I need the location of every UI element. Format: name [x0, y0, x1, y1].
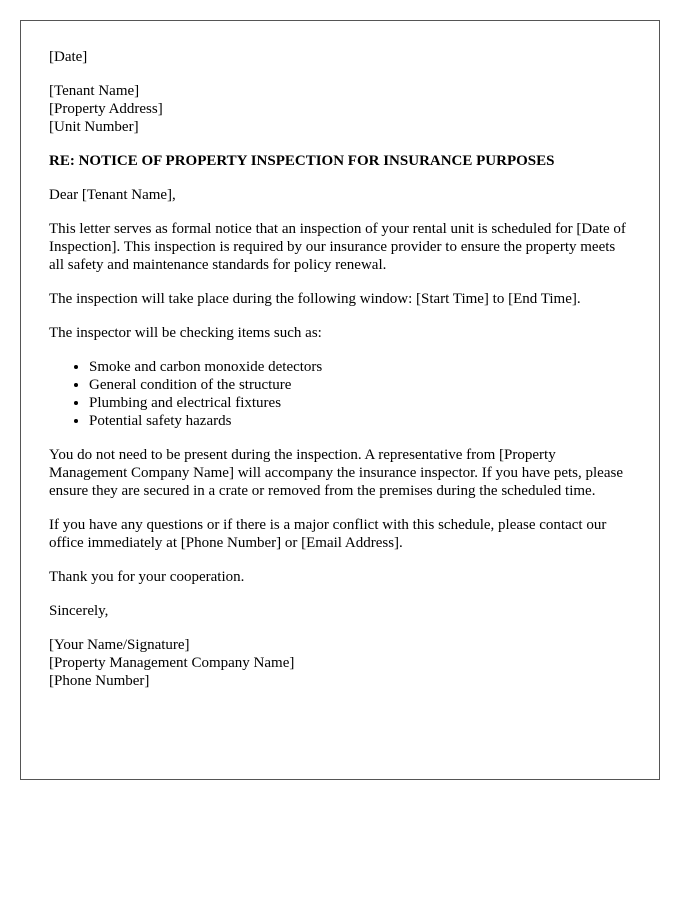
signature-name: [Your Name/Signature] [49, 637, 190, 653]
paragraph-thanks: Thank you for your cooperation. [49, 569, 245, 585]
letter-page [20, 20, 660, 780]
subject-line: RE: NOTICE OF PROPERTY INSPECTION FOR INSURANCE PURPOSES [49, 153, 555, 169]
paragraph-window: The inspection will take place during the following window: [Start Time] to [End Time]. [49, 291, 581, 307]
list-item: • Potential safety hazards [89, 412, 631, 430]
recipient-address: [Property Address] [49, 101, 163, 117]
paragraph-checklist-intro: The inspector will be checking items such as: [49, 325, 322, 341]
recipient-name: [Tenant Name] [49, 83, 140, 99]
salutation: Dear [Tenant Name], [49, 187, 176, 203]
list-item: • General condition of the structure [89, 376, 631, 394]
closing: Sincerely, [49, 603, 109, 619]
date-block [49, 48, 631, 66]
list-item: • Plumbing and electrical fixtures [89, 394, 631, 412]
list-item: • Smoke and carbon monoxide detectors [89, 358, 631, 376]
paragraph-notice: This letter serves as formal notice that an inspection of your rental unit is scheduled for [Date of Inspection]. This inspection is required by our insurance provider to ensure the property meets all safety and maintenance standards for policy renewal. [49, 221, 626, 273]
recipient-unit: [Unit Number] [49, 119, 139, 135]
signature-company: [Property Management Company Name] [49, 655, 295, 671]
signature-phone: [Phone Number] [49, 673, 150, 689]
signature-block [49, 636, 631, 690]
paragraph-contact: If you have any questions or if there is a major conflict with this schedule, please contact our office immediately at [Phone Number] or [Email Address]. [49, 517, 607, 551]
paragraph-presence: You do not need to be present during the inspection. A representative from [Property Management Company Name] will accompany the insurance inspector. If you have pets, please ensure they are secured in a crate or removed from the premises during the scheduled time. [49, 447, 623, 499]
inspection-checklist [49, 358, 631, 430]
letter-date: [Date] [49, 49, 88, 65]
recipient-block [49, 82, 631, 136]
